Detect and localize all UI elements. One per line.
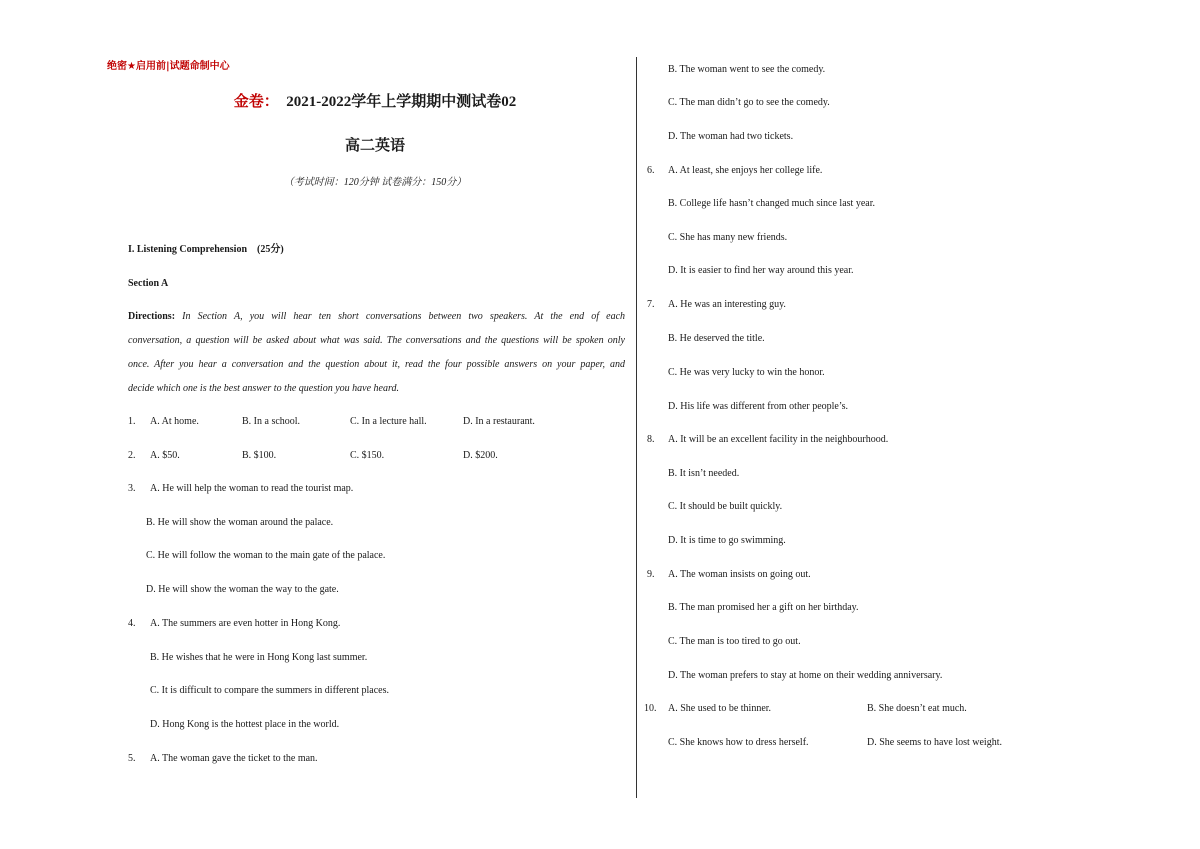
q8-option-d: D. It is time to go swimming. [668, 535, 786, 546]
q10-option-a: A. She used to be thinner. [668, 703, 772, 714]
q9-number: 9. [647, 569, 655, 580]
column-divider [636, 57, 637, 798]
q10-option-b: B. She doesn’t eat much. [867, 703, 967, 714]
q2-option-d: D. $200. [463, 450, 498, 461]
q4-number: 4. [128, 618, 136, 629]
exam-info: （考试时间：120分钟 试卷满分：150分） [283, 177, 467, 188]
directions-line-3: once. After you hear a conversation and the question about it, read the four possible answers on your paper, and [128, 359, 625, 370]
directions-line-4: decide which one is the best answer to the question you have heard. [128, 383, 399, 394]
q9-option-a: A. The woman insists on going out. [668, 569, 811, 580]
q8-option-a: A. It will be an excellent facility in the neighbourhood. [668, 434, 889, 445]
q6-option-a: A. At least, she enjoys her college life. [668, 165, 823, 176]
q2-option-b: B. $100. [242, 450, 277, 461]
q2-option-c: C. $150. [350, 450, 385, 461]
q10-number: 10. [644, 703, 657, 714]
q4-option-c: C. It is difficult to compare the summers in different places. [150, 685, 390, 696]
title-text: 2021-2022学年上学期期中测试卷02 [286, 94, 517, 110]
part-heading: I. Listening Comprehension (25分) [128, 244, 284, 255]
q8-option-b: B. It isn’t needed. [668, 468, 740, 479]
q3-number: 3. [128, 483, 136, 494]
exam-subtitle: 高二英语 [344, 138, 405, 154]
q7-number: 7. [647, 299, 655, 310]
directions-line-2: conversation, a question will be asked about what was said. The conversations and the questions will be spoken only [128, 335, 625, 346]
q3-option-b: B. He will show the woman around the palace. [146, 517, 334, 528]
section-name: Section A [128, 278, 169, 289]
q6-option-c: C. She has many new friends. [668, 232, 788, 243]
q9-option-c: C. The man is too tired to go out. [668, 636, 801, 647]
q5-option-c: C. The man didn’t go to see the comedy. [668, 97, 830, 108]
q5-option-a: A. The woman gave the ticket to the man. [150, 753, 318, 764]
q7-option-a: A. He was an interesting guy. [668, 299, 786, 310]
secret-mark: 绝密★启用前|试题命制中心 [107, 61, 230, 72]
q7-option-c: C. He was very lucky to win the honor. [668, 367, 825, 378]
q6-number: 6. [647, 165, 655, 176]
q2-option-a: A. $50. [150, 450, 180, 461]
q5-option-b: B. The woman went to see the comedy. [668, 64, 826, 75]
q4-option-a: A. The summers are even hotter in Hong Kong. [150, 618, 341, 629]
q5-number: 5. [128, 753, 136, 764]
title-prefix: 金卷： [233, 94, 279, 110]
q10-option-c: C. She knows how to dress herself. [668, 737, 809, 748]
q1-option-d: D. In a restaurant. [463, 416, 535, 427]
q3-option-a: A. He will help the woman to read the tourist map. [150, 483, 354, 494]
q9-option-b: B. The man promised her a gift on her birthday. [668, 602, 859, 613]
q1-number: 1. [128, 416, 136, 427]
q9-option-d: D. The woman prefers to stay at home on their wedding anniversary. [668, 670, 943, 681]
q7-option-b: B. He deserved the title. [668, 333, 765, 344]
q4-option-d: D. Hong Kong is the hottest place in the world. [150, 719, 340, 730]
q6-option-b: B. College life hasn’t changed much since last year. [668, 198, 875, 209]
q5-option-d: D. The woman had two tickets. [668, 131, 794, 142]
q1-option-b: B. In a school. [242, 416, 301, 427]
q6-option-d: D. It is easier to find her way around this year. [668, 265, 854, 276]
q4-option-b: B. He wishes that he were in Hong Kong last summer. [150, 652, 368, 663]
directions-line-1: Directions: In Section A, you will hear ten short conversations between two speakers. At the end of each [128, 311, 626, 322]
q8-option-c: C. It should be built quickly. [668, 501, 783, 512]
q8-number: 8. [647, 434, 655, 445]
exam-title [0, 93, 750, 111]
q3-option-c: C. He will follow the woman to the main gate of the palace. [146, 550, 386, 561]
q1-option-c: C. In a lecture hall. [350, 416, 427, 427]
q7-option-d: D. His life was different from other people’s. [668, 401, 849, 412]
q3-option-d: D. He will show the woman the way to the gate. [146, 584, 339, 595]
directions-label: Directions: [128, 311, 176, 322]
q10-option-d: D. She seems to have lost weight. [867, 737, 1002, 748]
q1-option-a: A. At home. [150, 416, 199, 427]
q2-number: 2. [128, 450, 136, 461]
